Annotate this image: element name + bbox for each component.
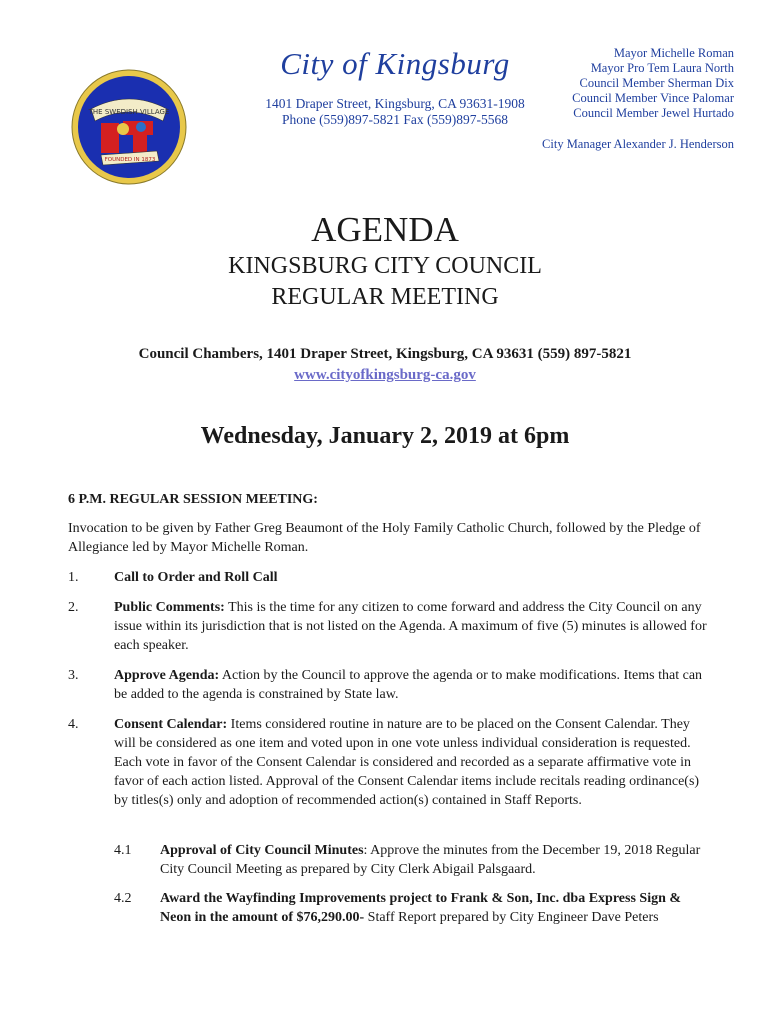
council-member: Mayor Michelle Roman: [613, 46, 734, 60]
item-title: Call to Order and Roll Call: [114, 570, 278, 585]
meeting-title: [0, 251, 770, 313]
city-manager: City Manager Alexander J. Henderson: [542, 137, 734, 151]
subitem-number: 4.2: [114, 891, 132, 906]
meeting-title-line1: KINGSBURG CITY COUNCIL: [228, 253, 542, 279]
agenda-item: [68, 568, 713, 587]
item-number: 1.: [68, 570, 79, 585]
council-members: [572, 46, 734, 121]
city-address: [232, 96, 558, 128]
item-number: 2.: [68, 600, 79, 615]
agenda-subitem: [114, 841, 714, 879]
city-seal: [71, 69, 187, 185]
invocation-text: Invocation to be given by Father Greg Beaumont of the Holy Family Catholic Church, followed by the Pledge of Allegiance led by Mayor Michelle Roman.: [68, 521, 701, 555]
subitem-text: : Approve the minutes from the December 19, 2018 Regular City Council Meeting as prepared by City Clerk Abigail Palsgaard.: [160, 843, 701, 877]
council-member: Council Member Jewel Hurtado: [573, 106, 734, 120]
item-number: 4.: [68, 717, 79, 732]
item-title: Public Comments:: [114, 600, 225, 615]
subitem-text: Staff Report prepared by City Engineer Dave Peters: [364, 910, 659, 925]
item-text: This is the time for any citizen to come forward and address the City Council on any issue within its jurisdiction that is not listed on the Agenda. A maximum of five (5) minutes is allowed for each speaker.: [114, 600, 707, 653]
council-member: Mayor Pro Tem Laura North: [590, 61, 734, 75]
subitem-title: Approval of City Council Minutes: [160, 843, 364, 858]
meeting-location: Council Chambers, 1401 Draper Street, Kingsburg, CA 93631 (559) 897-5821: [138, 346, 632, 362]
agenda-item: [68, 598, 713, 655]
session-heading: 6 P.M. REGULAR SESSION MEETING:: [68, 492, 318, 507]
item-text: Items considered routine in nature are to be placed on the Consent Calendar. They will be considered as one item and voted upon in one vote unless individual consideration is requested. Each vote in favor of the Consent Calendar is considered and recorded as a separate affirmative vote in favor of each action listed. Approval of the Consent Calendar items include recitals reading ordinance(s) by titles(s) only and adoption of recommended action(s) contained in Staff Reports.: [114, 717, 700, 808]
address-line: 1401 Draper Street, Kingsburg, CA 93631-1908: [265, 96, 525, 111]
subitem-number: 4.1: [114, 843, 132, 858]
council-member: Council Member Vince Palomar: [572, 91, 734, 105]
agenda-subitem: [114, 889, 714, 927]
council-member: Council Member Sherman Dix: [579, 76, 734, 90]
agenda-title: AGENDA: [311, 210, 459, 249]
website-link[interactable]: www.cityofkingsburg-ca.gov: [294, 367, 476, 383]
city-name: City of Kingsburg: [280, 46, 510, 81]
agenda-item: [68, 715, 713, 810]
item-title: Approve Agenda:: [114, 668, 220, 683]
seal-banner-text: FOUNDED IN 1873: [104, 157, 156, 163]
meeting-date: Wednesday, January 2, 2019 at 6pm: [200, 423, 570, 449]
phone-line: Phone (559)897-5821 Fax (559)897-5568: [281, 112, 509, 127]
item-text: Action by the Council to approve the agenda or to make modifications. Items that can be added to the agenda is constrained by State law.: [114, 668, 703, 702]
seal-ribbon-text: THE SWEDISH VILLAGE: [88, 108, 170, 116]
item-title: Consent Calendar:: [114, 717, 228, 732]
meeting-title-line2: REGULAR MEETING: [271, 284, 499, 310]
agenda-item: [68, 666, 713, 704]
item-number: 3.: [68, 668, 79, 683]
subitem-title: Award the Wayfinding Improvements project to Frank & Son, Inc. dba Express Sign & Neon in the amount of $76,290.00-: [160, 891, 682, 925]
